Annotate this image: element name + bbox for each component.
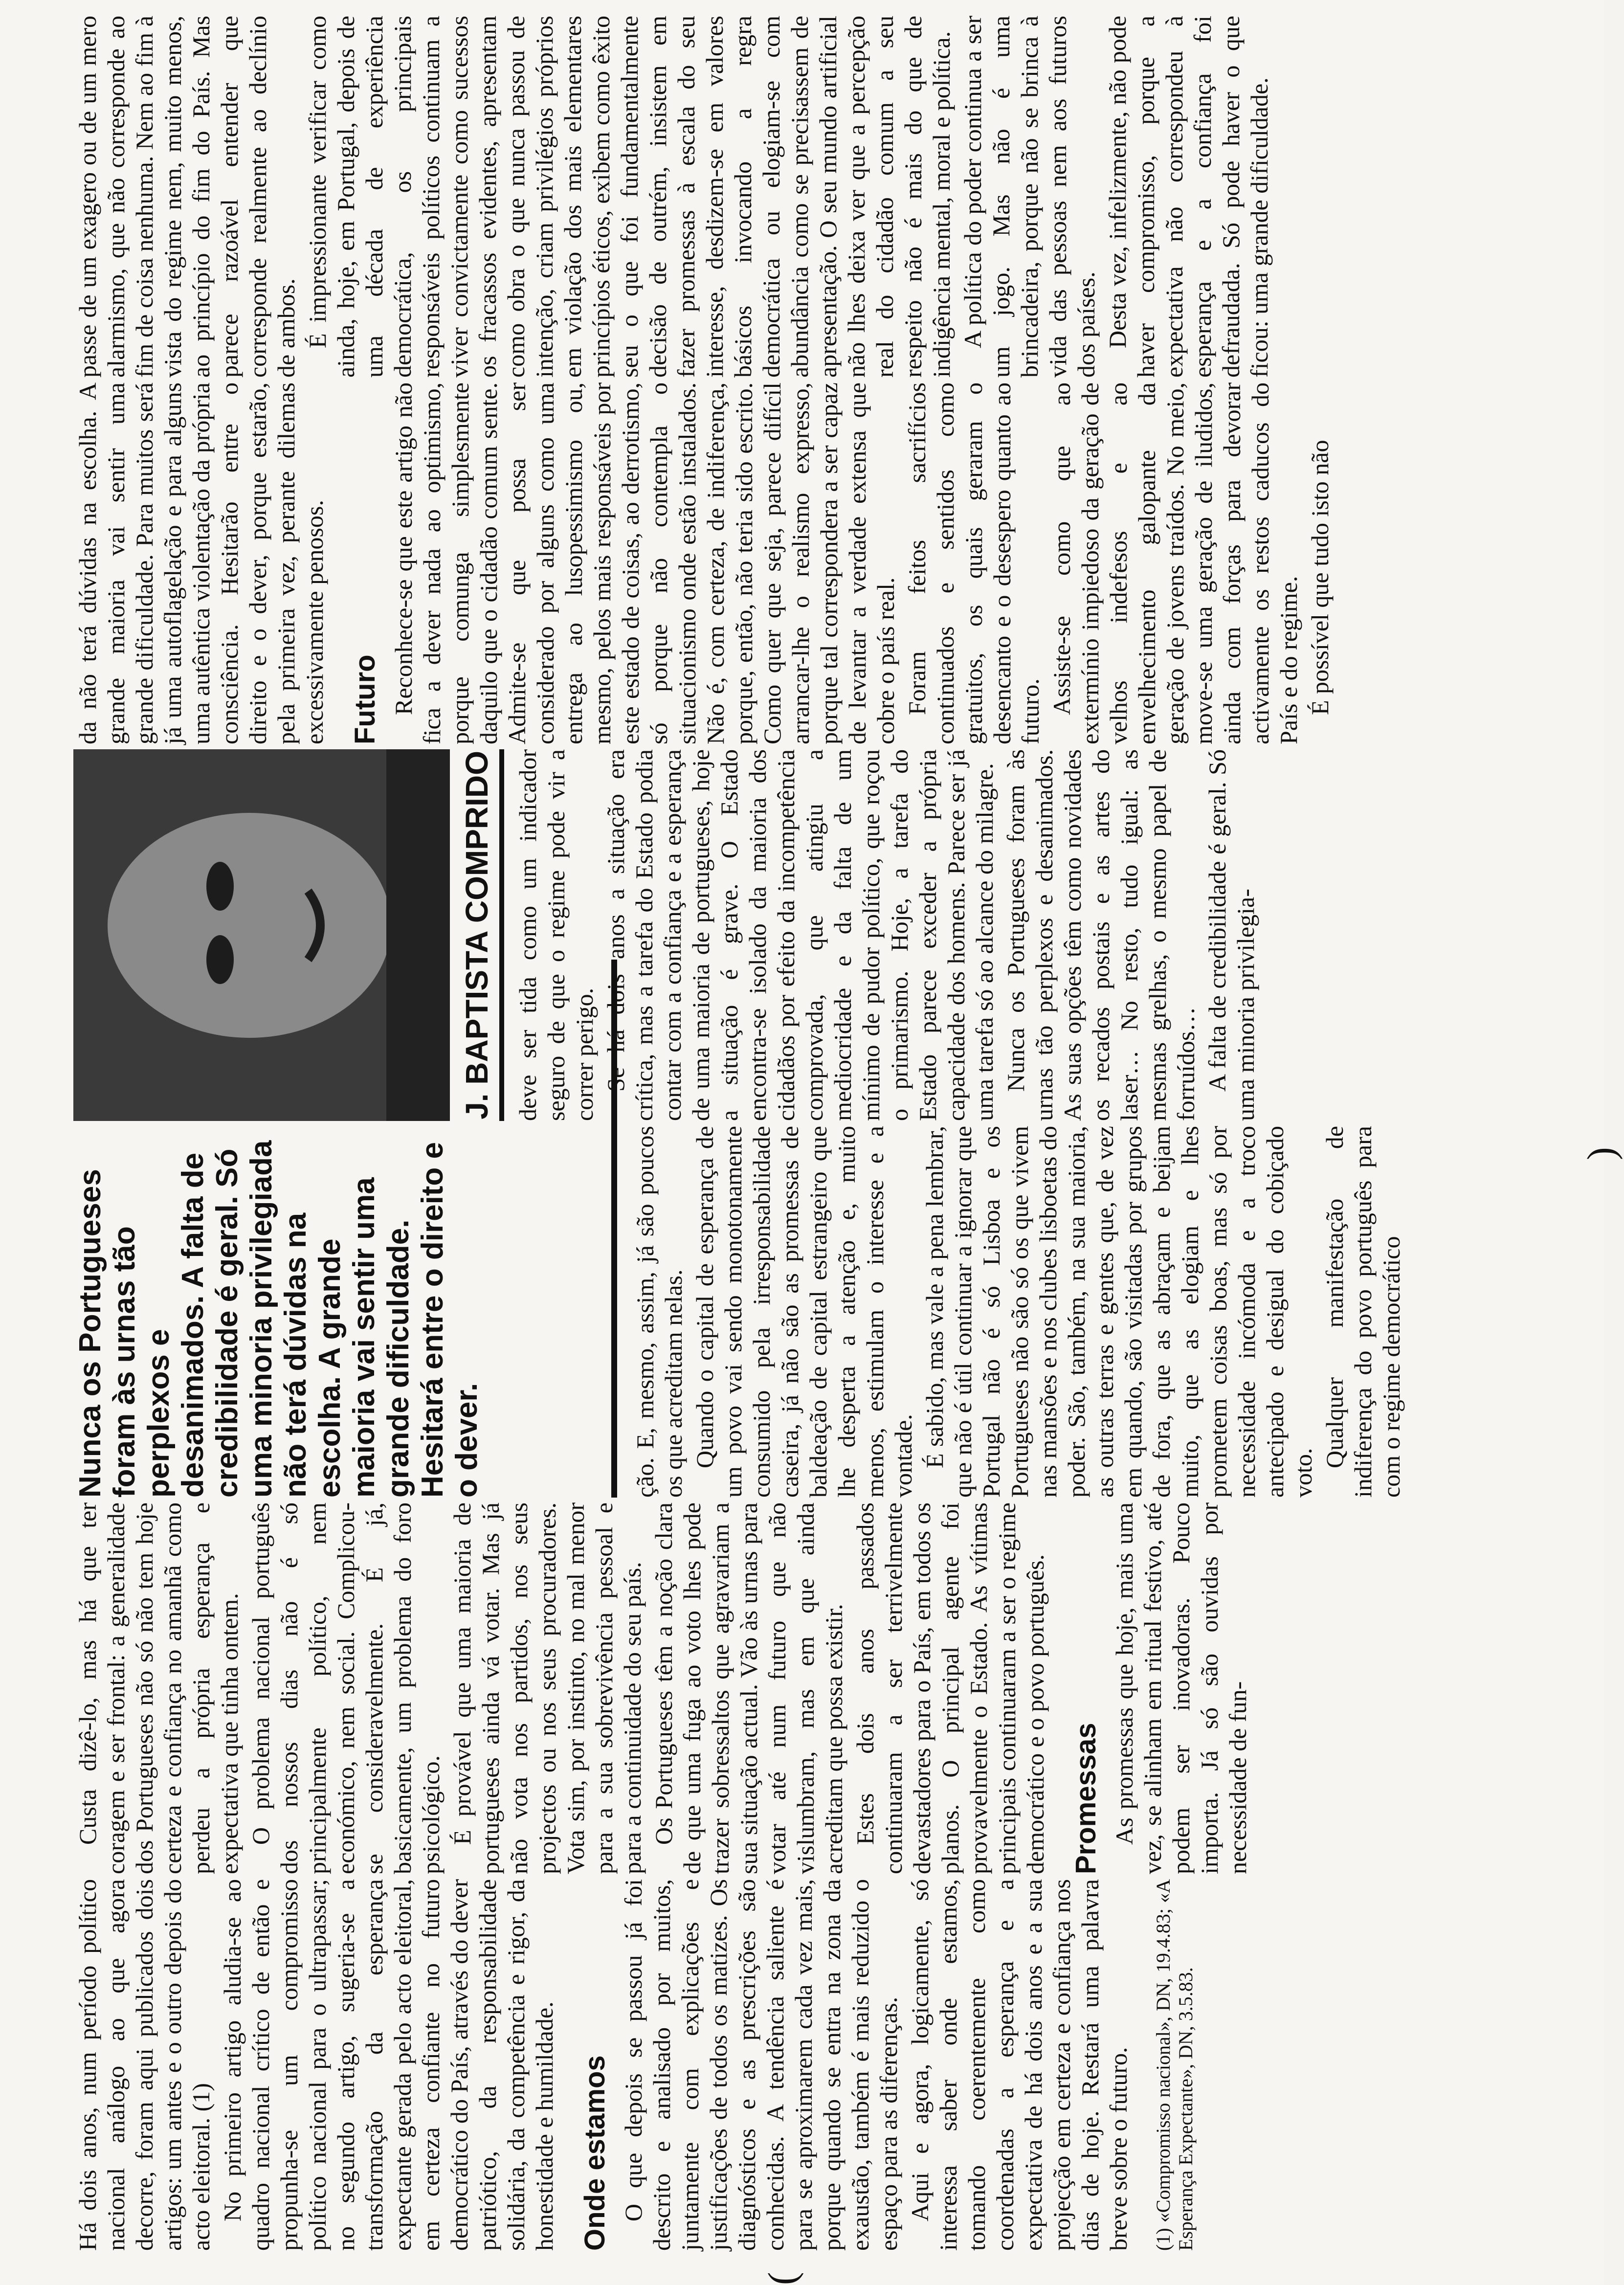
paragraph: É possível que tudo isto não xyxy=(1306,440,1334,715)
pull-quote: Nunca os Portugueses foram às urnas tão perplexos e desanimados. A falta de credibilidade é geral. Só uma minoria privilegiada não terá dúvidas na escolha. A grande maioria vai sentir uma grande dificuldade. Hesitará entre o direito e o dever. xyxy=(73,1140,484,1498)
article-column-3 xyxy=(631,1126,1589,1498)
paragraph: Assiste-se como que ao extermínio impiedoso da geração de velhos indefesos e ao envelhecimento galopante da geração de jovens traídos. No meio, move-se uma geração de iludidos, ainda com forças para devorar activamente os restos caducos do País e do regime. xyxy=(1048,382,1302,744)
article-column-4 xyxy=(513,749,1589,1121)
subheading-futuro: Futuro xyxy=(349,654,381,744)
portrait-photo-icon xyxy=(73,749,450,1121)
subheading-onde-estamos: Onde estamos xyxy=(579,2055,611,2251)
paragraph: Custa dizê-lo, mas há que ter coragem e ser frontal: a generalidade dos Portugueses não só não tem hoje certeza e confiança no amanhã como perdeu a própria esperança e expectativa que tinha ontem. xyxy=(74,1502,243,1874)
paragraph: As promessas que hoje, mais uma vez, se alinham em ritual festivo, até podem ser inovadoras. Pouco importa. Já só são ouvidas por necessidade de fun- xyxy=(1111,1502,1251,1874)
paragraph: Reconhece-se que este artigo não fica a dever nada ao optimismo, porque comunga simplesmente daquilo que o cidadão comum sente. Admite-se que possa ser considerado por alguns como uma entrega ao lusopessimismo ou, mesmo, pelos mais responsáveis por este estado de coisas, ao derrotismo, só porque não contempla o situacionismo onde estão instalados. Não é, com certeza, de indiferença, porque, então, não teria sido escrito. Como quer que seja, parece difícil arrancar-lhe o realismo expresso, porque tal correspondera a ser capaz de levantar a verdade extensa que cobre o país real. xyxy=(390,382,899,744)
paragraph: Se há dois anos a situação era crítica, mas a tarefa do Estado podia contar com a confiança e a esperança de uma maioria de portugueses, hoje a situação é grave. O Estado encontra-se isolado da maioria dos cidadãos por efeito da incompetência comprovada, que atingiu a mediocridade e da falta de um mínimo de pudor político, que roçou o primarismo. Hoje, a tarefa do Estado parece exceder a própria capacidade dos homens. Parece ser já uma tarefa só ao alcance do milagre. xyxy=(602,749,998,1121)
paragraph: da não terá dúvidas na escolha. A grande maioria vai sentir uma grande dificuldade. Para muitos será já uma autoflagelação e para alguns uma autêntica violentação da própria consciência. Hesitarão entre o direito e o dever, porque estarão, pela primeira vez, perante dilemas excessivamente penosos. xyxy=(74,382,328,744)
paragraph: A falta de credibilidade é geral. Só uma minoria privilegia- xyxy=(1203,749,1259,1121)
paragraph: Os Portugueses têm a noção clara de que uma fuga ao voto lhes pode trazer sobressaltos que agravariam a sua situação actual. Vão às urnas para votar até num futuro que não vislumbram, mas em que ainda acreditam que possa existir. xyxy=(650,1502,847,1874)
paragraph: Estes dois anos passados continuaram a ser terrivelmente devastadores para o País, em todos os planos. O principal agente foi provavelmente o Estado. As vítimas principais continuaram a ser o regime democrático e o povo português. xyxy=(851,1502,1049,1874)
footnote: (1) «Compromisso nacional», DN, 19.4.83; «A Esperança Expectante», DN, 3.5.83. xyxy=(1152,1879,1197,2251)
author-photo xyxy=(73,749,450,1121)
paragraph: passe de um exagero ou de um mero alarmismo, que não corresponde ao fim de coisa nenhuma. Nem ao fim à vista do regime nem, muito menos, ao princípio do fim do País. Mas parece razoável entender que corresponde realmente ao declínio de ambos. xyxy=(74,16,300,378)
paragraph: É provável que uma maioria de portugueses ainda vá votar. Mas já não vota nos partidos, nos seus projectos ou nos seus procuradores. Vota sim, por instinto, no mal menor para a sua sobrevivência pessoal e para a continuidade do seu país. xyxy=(448,1502,646,1874)
paragraph: Quando o capital de esperança de um povo vai sendo monotonamente consumido pela irresponsabilidade caseira, já não são as promessas de baldeação de capital estrangeiro que lhe desperta a atenção e, muito menos, estimulam o interesse e a vontade. xyxy=(691,1126,917,1498)
article-column-6 xyxy=(73,16,1589,378)
paragraph: Desta vez, infelizmente, não pode haver compromisso, porque a expectativa não correspondeu à esperança e a confiança foi defraudada. Só pode haver o que ficou: uma grande dificuldade. xyxy=(1104,16,1273,378)
paragraph: Foram feitos sacrifícios continuados e sentidos como gratuitos, os quais geraram o desencanto e o desespero quanto ao futuro. xyxy=(903,382,1044,744)
paragraph: O que depois se passou já foi descrito e analisado por muitos, juntamente com explicações e justificações de todos os matizes. Os diagnósticos e as prescrições são conhecidas. A tendência saliente é para se aproximarem cada vez mais, porque quando se entra na zona da exaustão, também é mais reduzido o espaço para as diferenças. xyxy=(620,1879,902,2251)
article-column-5 xyxy=(73,382,1589,744)
paragraph: Aqui e agora, logicamente, só interessa saber onde estamos, tomando coerentemente como coordenadas a esperança e a expectativa de há dois anos e a sua projecção em certeza e confiança nos dias de hoje. Restará uma palavra breve sobre o futuro. xyxy=(906,1879,1132,2251)
paragraph: ção. E, mesmo, assim, já são poucos os que acreditam nelas. xyxy=(631,1126,687,1498)
margin-mark: ) xyxy=(1580,1147,1623,1160)
paragraph: Nunca os Portugueses foram às urnas tão perplexos e desanimados. As suas opções têm como novidades os recados postais e as artes do laser… No resto, tudo igual: as mesmas grelhas, o mesmo papel de forruídos… xyxy=(1002,749,1200,1121)
paragraph: Qualquer manifestação de indiferença do povo português para com o regime democrático xyxy=(1321,1126,1405,1498)
article-column-2 xyxy=(73,1502,1589,1874)
paragraph: No primeiro artigo aludia-se ao quadro nacional crítico de então e propunha-se um compromisso político nacional para o ultrapassar; no segundo artigo, sugeria-se a transformação da esperança expectante gerada pelo acto eleitoral, em certeza confiante no futuro democrático do País, através do dever patriótico, da responsabilidade solidária, da competência e rigor, da honestidade e humildade. xyxy=(219,1879,558,2251)
article-column-1 xyxy=(73,1879,1589,2251)
paragraph: É impressionante verificar como ainda, hoje, em Portugal, depois de uma década de experiência democrática, os principais responsáveis políticos continuam a viver convictamente como sucessos os fracassos evidentes, apresentam como obra o que nunca passou de intenção, criam privilégios próprios em violação dos mais elementares princípios éticos, exibem como êxito seu o que foi fundamentalmente decisão de outrém, insistem em fazer promessas à escala do seu interesse, desdizem-se em valores básicos invocando a regra democrática ou elogiam-se com abundância como se precisassem de apresentação. O seu mundo artificial não lhes deixa ver que a percepção real do cidadão comum a seu respeito não é mais do que de indigência mental, moral e política. xyxy=(304,16,955,378)
subheading-promessas: Promessas xyxy=(1070,1723,1102,1874)
author-byline: J. BAPTISTA COMPRIDO xyxy=(457,749,504,1121)
paragraph: A política do poder continua a ser um jogo. Mas não é uma brincadeira, porque não se brinca à vida das pessoas nem aos futuros dos países. xyxy=(959,16,1100,378)
paragraph: deve ser tida como um indicador seguro de que o regime pode vir a correr perigo. xyxy=(514,749,598,1121)
paragraph: O problema nacional português dos nossos dias não é só principalmente político, nem económico, nem social. Complicou-se consideravelmente. É já, basicamente, um problema do foro psicológico. xyxy=(247,1502,445,1874)
paragraph: Há dois anos, num período político nacional análogo ao que agora decorre, foram aqui publicados dois artigos: um antes e o outro depois do acto eleitoral. (1) xyxy=(74,1879,215,2251)
paragraph: É sabido, mas vale a pena lembrar, que não é útil continuar a ignorar que Portugal não é só Lisboa e os Portugueses não são só os que vivem nas mansões e nos clubes lisboetas do poder. São, também, na sua maioria, as outras terras e gentes que, de vez em quando, são visitadas por grupos de fora, que as abraçam e beijam muito, que as elogiam e lhes prometem coisas boas, mas só por necessidade incómoda e a troco antecipado e desigual do cobiçado voto. xyxy=(921,1126,1317,1498)
margin-mark: ( xyxy=(761,2272,804,2285)
